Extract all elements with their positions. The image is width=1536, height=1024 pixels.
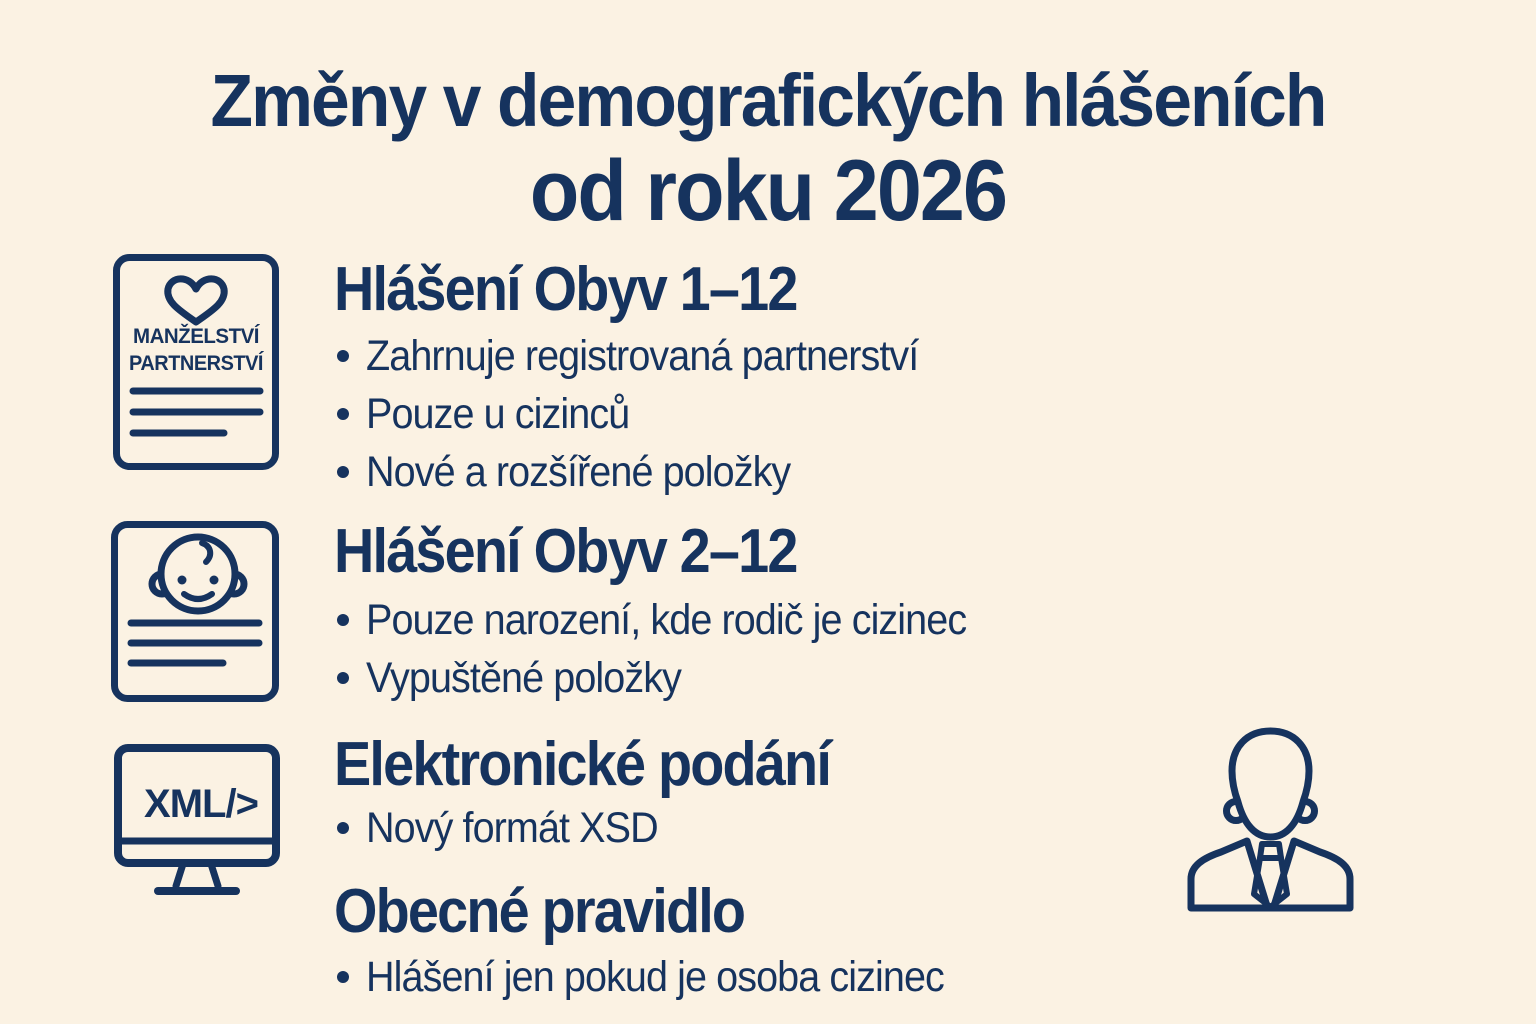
bullet-text: Pouze u cizinců — [366, 389, 630, 438]
foreigner-person-icon — [1183, 727, 1358, 914]
section-heading: Elektronické podání — [334, 730, 831, 799]
bullet-dot-icon — [337, 408, 349, 420]
icon-label-marriage: MANŽELSTVÍ — [133, 325, 263, 348]
section-obecne-pravidlo — [334, 879, 994, 1006]
xml-code-label: XML/> — [144, 782, 258, 826]
person-head — [1232, 731, 1309, 837]
bullet-text: Vypuštěné položky — [366, 653, 681, 702]
section-hlaseni-obyv-2-12 — [334, 519, 1018, 707]
baby-eye-right — [210, 576, 219, 585]
list-item — [334, 443, 966, 501]
bullet-list — [334, 948, 994, 1006]
xml-monitor-icon — [113, 743, 281, 898]
list-item — [334, 649, 1018, 707]
bullet-dot-icon — [337, 672, 349, 684]
icon-label-partnership: PARTNERSTVÍ — [129, 352, 265, 375]
heart-icon — [168, 279, 224, 322]
list-item — [334, 591, 1018, 649]
bullet-dot-icon — [337, 614, 349, 626]
bullet-dot-icon — [337, 971, 349, 983]
person-suit — [1191, 841, 1350, 908]
list-item — [334, 385, 966, 443]
page-title — [0, 58, 1536, 238]
section-hlaseni-obyv-1-12 — [334, 257, 966, 501]
person-tie-knot — [1260, 844, 1281, 858]
bullet-text: Nové a rozšířené položky — [366, 447, 791, 496]
list-item — [334, 799, 885, 857]
foreigner-person-svg — [1183, 727, 1358, 914]
bullet-dot-icon — [337, 350, 349, 362]
baby-eye-left — [178, 576, 187, 585]
list-item — [334, 948, 994, 1006]
list-item — [334, 327, 966, 385]
bullet-list — [334, 591, 1018, 707]
bullet-text: Hlášení jen pokud je osoba cizinec — [366, 952, 944, 1001]
section-heading: Hlášení Obyv 2–12 — [334, 517, 797, 586]
section-elektronicke-podani — [334, 732, 885, 857]
bullet-text: Nový formát XSD — [366, 803, 658, 852]
bullet-text: Pouze narození, kde rodič je cizinec — [366, 595, 967, 644]
marriage-partnership-document-icon — [112, 253, 280, 471]
section-heading: Hlášení Obyv 1–12 — [334, 255, 797, 324]
page-title-line-1: Změny v demografických hlášeních — [210, 59, 1326, 142]
section-heading: Obecné pravidlo — [334, 877, 745, 946]
baby-face-icon — [152, 537, 244, 611]
bullet-dot-icon — [337, 822, 349, 834]
birth-document-icon — [110, 520, 280, 703]
xml-monitor-svg — [113, 743, 281, 898]
person-tie — [1254, 858, 1287, 907]
bullet-list — [334, 799, 885, 857]
monitor-stand — [176, 864, 218, 886]
bullet-text: Zahrnuje registrovaná partnerství — [366, 331, 919, 380]
page-title-line-2: od roku 2026 — [529, 143, 1007, 239]
bullet-dot-icon — [337, 466, 349, 478]
marriage-partnership-document-svg — [112, 253, 280, 471]
bullet-list — [334, 327, 966, 501]
birth-document-svg — [110, 520, 280, 703]
